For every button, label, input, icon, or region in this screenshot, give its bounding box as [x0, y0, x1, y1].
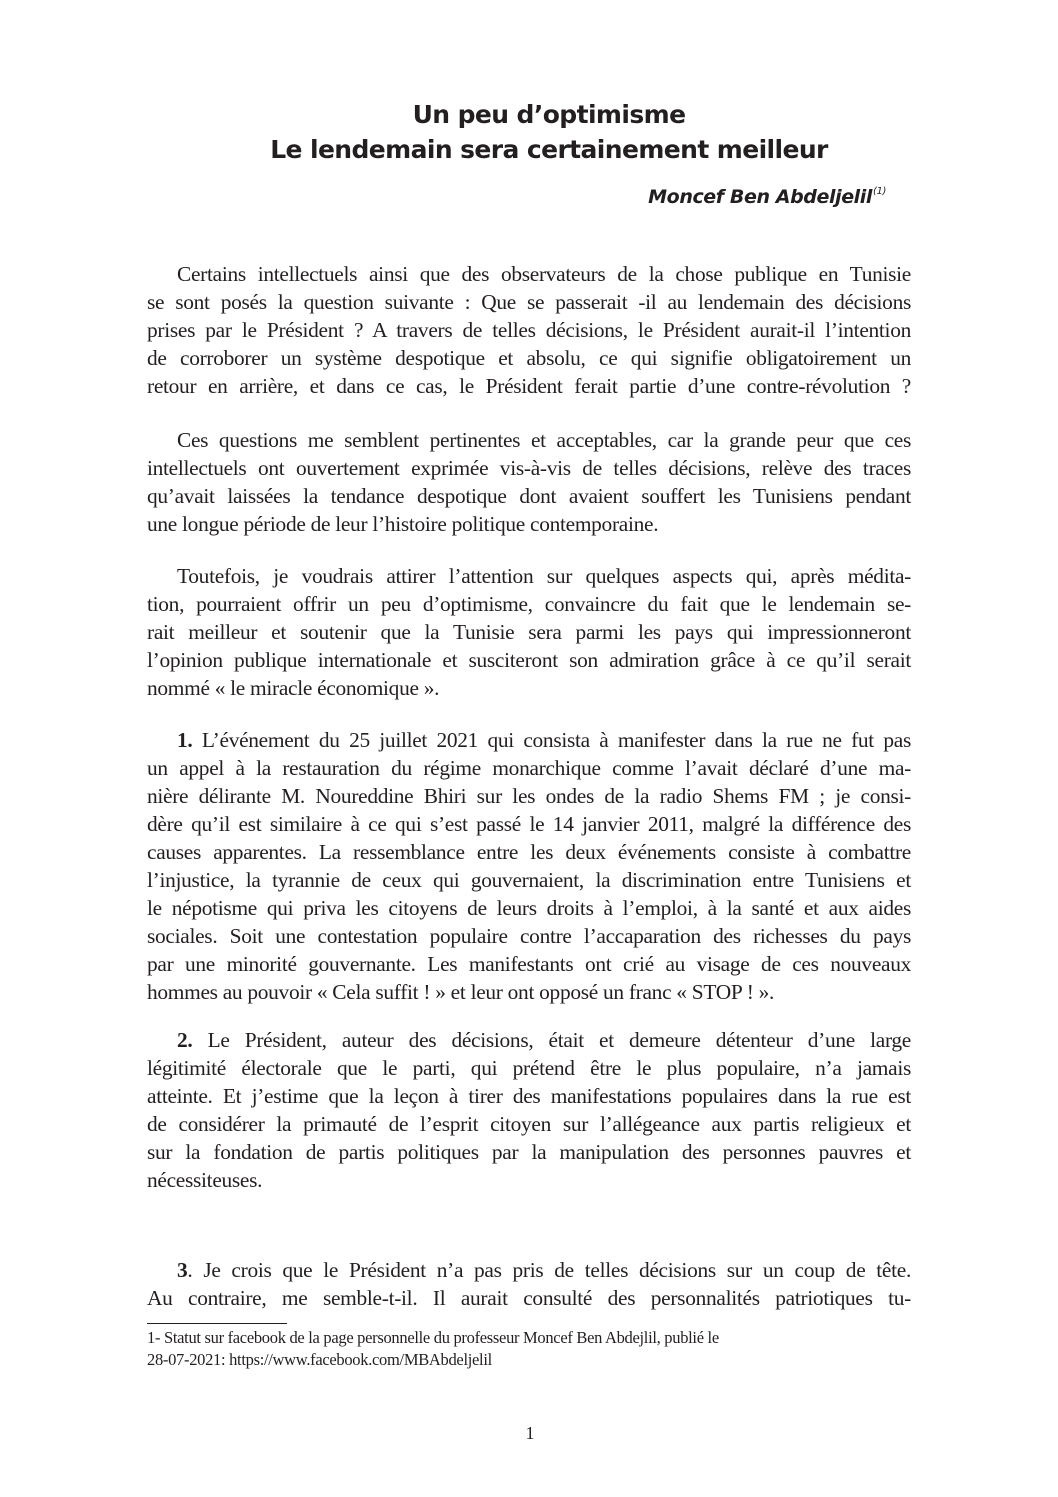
text-line: tion, pourraient offrir un peu d’optimisme, convaincre du fait que le lendemain se-	[147, 592, 911, 616]
text-line: le népotisme qui priva les citoyens de leurs droits à l’emploi, à la santé et aux aides	[147, 896, 911, 920]
text-line: 2. Le Président, auteur des décisions, était et demeure détenteur d’une large	[177, 1028, 911, 1052]
footnote-line: 1- Statut sur facebook de la page personnelle du professeur Moncef Ben Abdejlil, publié le	[147, 1328, 719, 1347]
text-line: 1. L’événement du 25 juillet 2021 qui consista à manifester dans la rue ne fut pas	[177, 728, 911, 752]
paragraph-3	[147, 562, 911, 702]
author-byline	[648, 186, 886, 208]
text-line: Certains intellectuels ainsi que des observateurs de la chose publique en Tunisie	[177, 262, 911, 286]
text-line: de considérer la primauté de l’esprit citoyen sur l’allégeance aux partis religieux et	[147, 1112, 911, 1136]
text-line: Toutefois, je voudrais attirer l’attention sur quelques aspects qui, après médita-	[177, 564, 911, 588]
text-line: se sont posés la question suivante : Que se passerait -il au lendemain des décisions	[147, 290, 911, 314]
text-line: atteinte. Et j’estime que la leçon à tirer des manifestations populaires dans la rue est	[147, 1084, 911, 1108]
text-line: l’injustice, la tyrannie de ceux qui gouvernaient, la discrimination entre Tunisiens et	[147, 868, 911, 892]
text-line: nommé « le miracle économique ».	[147, 676, 440, 700]
text-line: prises par le Président ? A travers de telles décisions, le Président aurait-il l’intention	[147, 318, 911, 342]
text-line: un appel à la restauration du régime monarchique comme l’avait déclaré d’une ma-	[147, 756, 911, 780]
author-name: Moncef Ben Abdeljelil	[648, 186, 873, 208]
text-line: une longue période de leur l’histoire politique contemporaine.	[147, 512, 659, 536]
text-line: hommes au pouvoir « Cela suffit ! » et leur ont opposé un franc « STOP ! ».	[147, 980, 775, 1004]
point-2	[147, 1026, 911, 1194]
point-number: 2.	[177, 1028, 193, 1052]
text-line: sociales. Soit une contestation populaire contre l’accaparation des richesses du pays	[147, 924, 911, 948]
text-line: sur la fondation de partis politiques par la manipulation des personnes pauvres et	[147, 1140, 911, 1164]
text-line: nière délirante M. Noureddine Bhiri sur les ondes de la radio Shems FM ; je consi-	[147, 784, 911, 808]
point-number: 1.	[177, 728, 193, 752]
text-line: légitimité électorale que le parti, qui prétend être le plus populaire, n’a jamais	[147, 1056, 911, 1080]
text-line: Au contraire, me semble-t-il. Il aurait consulté des personnalités patriotiques tu-	[147, 1286, 911, 1310]
footnote-divider	[147, 1323, 287, 1324]
text-line: Ces questions me semblent pertinentes et acceptables, car la grande peur que ces	[177, 428, 911, 452]
text-line: retour en arrière, et dans ce cas, le Président ferait partie d’une contre-révolution ?	[147, 374, 911, 398]
point-1	[147, 726, 911, 1006]
footnote-line: 28-07-2021: https://www.facebook.com/MBAbdeljelil	[147, 1350, 492, 1369]
footnote-reference: (1)	[873, 186, 886, 197]
paragraph-2	[147, 426, 911, 538]
text-line: nécessiteuses.	[147, 1168, 263, 1192]
text-line: intellectuels ont ouvertement exprimée vis-à-vis de telles décisions, relève des traces	[147, 456, 911, 480]
title-line-1: Un peu d’optimisme	[412, 100, 686, 129]
footnote	[147, 1327, 907, 1371]
text-line: rait meilleur et soutenir que la Tunisie sera parmi les pays qui impressionneront	[147, 620, 911, 644]
point-number: 3	[177, 1258, 188, 1282]
text-line: dère qu’il est similaire à ce qui s’est passé le 14 janvier 2011, malgré la différence des	[147, 812, 911, 836]
title-line-2: Le lendemain sera certainement meilleur	[270, 135, 828, 164]
text-line: l’opinion publique internationale et susciteront son admiration grâce à ce qu’il serait	[147, 648, 911, 672]
page-number: 1	[525, 1423, 535, 1443]
paragraph-1	[147, 260, 911, 400]
text-line: causes apparentes. La ressemblance entre les deux événements consiste à combattre	[147, 840, 911, 864]
text-line: qu’avait laissées la tendance despotique dont avaient souffert les Tunisiens pendant	[147, 484, 911, 508]
text-line: de corroborer un système despotique et absolu, ce qui signifie obligatoirement un	[147, 346, 911, 370]
text-line: par une minorité gouvernante. Les manifestants ont crié au visage de ces nouveaux	[147, 952, 911, 976]
text-line: 3. Je crois que le Président n’a pas pris de telles décisions sur un coup de tête.	[177, 1258, 911, 1282]
point-3	[147, 1256, 911, 1312]
